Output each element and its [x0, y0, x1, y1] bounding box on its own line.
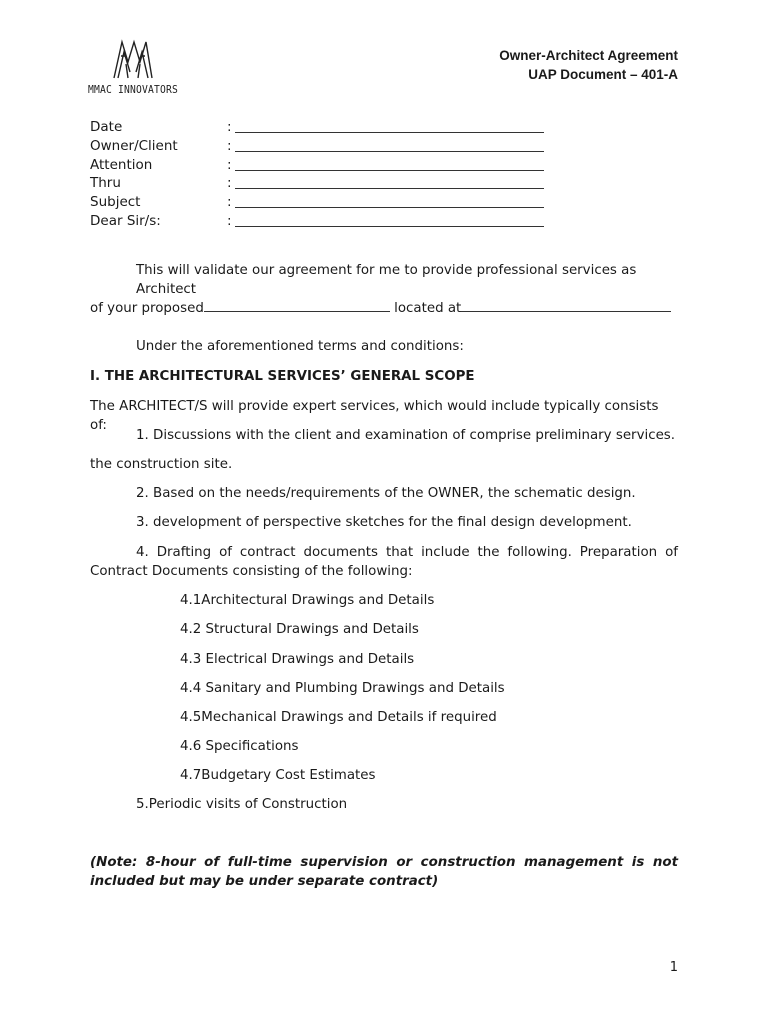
scope-item-2: 2. Based on the needs/requirements of the OWNER, the schematic design.	[136, 486, 636, 501]
field-label: Dear Sir/s:	[90, 212, 161, 229]
scope-item-1-continued: the construction site.	[90, 457, 233, 472]
terms-intro: Under the aforementioned terms and conditions:	[136, 339, 464, 354]
field-attention	[90, 156, 544, 175]
document-header	[499, 46, 678, 84]
intro-paragraph	[90, 261, 678, 318]
intro-line-1: This will validate our agreement for me to provide professional services as Architect	[136, 263, 637, 297]
field-owner-client	[90, 137, 544, 156]
scope-item-4: 4. Drafting of contract documents that include the following. Preparation of Contract Documents consisting of the following:	[90, 545, 678, 579]
scope-subitem: 4.6 Specifications	[180, 739, 299, 754]
field-salutation	[90, 212, 544, 231]
supervision-note: (Note: 8-hour of full-time supervision or construction management is not included but may be under separate contract)	[90, 855, 678, 889]
field-thru	[90, 174, 544, 193]
scope-item-1: 1. Discussions with the client and examination of comprise preliminary services.	[136, 428, 676, 443]
salutation-blank[interactable]	[235, 213, 544, 227]
project-blank[interactable]	[204, 299, 390, 312]
field-label: Date	[90, 119, 123, 135]
field-colon: :	[227, 194, 232, 211]
logo-text: MMAC INNOVATORS	[88, 84, 179, 96]
document-number: UAP Document – 401-A	[528, 67, 678, 82]
subject-blank[interactable]	[235, 194, 544, 208]
scope-subitem: 4.5Mechanical Drawings and Details if required	[180, 710, 497, 725]
company-logo	[88, 38, 178, 102]
intro-line-2	[90, 299, 678, 318]
field-colon: :	[227, 119, 232, 135]
scope-subitem: 4.7Budgetary Cost Estimates	[180, 768, 376, 783]
field-colon: :	[227, 212, 232, 229]
date-blank[interactable]	[235, 119, 544, 133]
page-number: 1	[669, 960, 678, 975]
field-date	[90, 118, 544, 137]
scope-subitem: 4.1Architectural Drawings and Details	[180, 593, 435, 608]
scope-subitem: 4.2 Structural Drawings and Details	[180, 622, 419, 637]
scope-item-5: 5.Periodic visits of Construction	[136, 797, 348, 812]
header-fields	[90, 118, 544, 231]
section-heading: I. THE ARCHITECTURAL SERVICES’ GENERAL SCOPE	[90, 369, 475, 384]
document-title: Owner-Architect Agreement	[499, 48, 678, 63]
field-subject	[90, 193, 544, 212]
field-colon: :	[227, 137, 232, 154]
intro-located: located at	[389, 301, 462, 316]
field-label: Attention	[90, 156, 153, 173]
section-lead: The ARCHITECT/S will provide expert services, which would include typically consists of:	[90, 399, 659, 433]
field-label: Owner/Client	[90, 137, 178, 154]
field-label: Thru	[90, 175, 121, 192]
field-colon: :	[227, 175, 232, 192]
field-colon: :	[227, 156, 232, 173]
scope-subitem: 4.4 Sanitary and Plumbing Drawings and Details	[180, 681, 505, 696]
intro-prefix: of your proposed	[90, 301, 204, 316]
logo-mark-icon	[112, 38, 154, 80]
thru-blank[interactable]	[235, 175, 544, 189]
field-label: Subject	[90, 194, 141, 211]
owner-client-blank[interactable]	[235, 138, 544, 152]
attention-blank[interactable]	[235, 157, 544, 171]
location-blank[interactable]	[461, 299, 671, 312]
scope-item-3: 3. development of perspective sketches for the final design development.	[136, 515, 632, 530]
scope-subitem: 4.3 Electrical Drawings and Details	[180, 652, 415, 667]
